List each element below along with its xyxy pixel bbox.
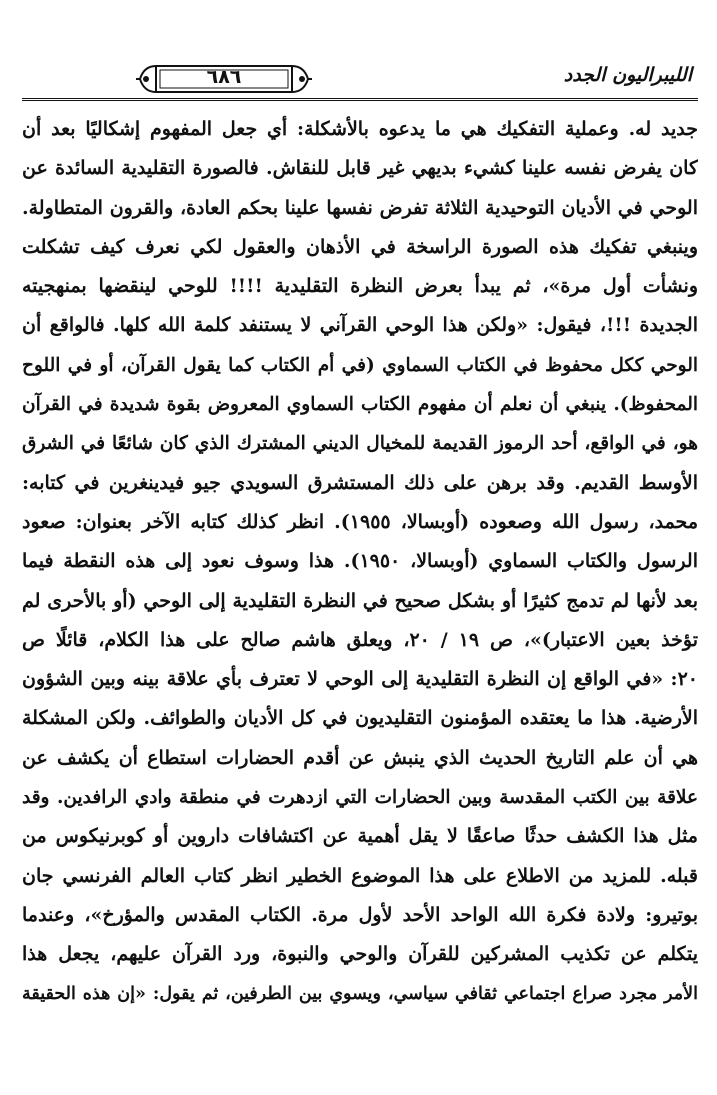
text-line: ٢٠: «في الواقع إن النظرة التقليدية إلى الوحي لا تعترف بأي علاقة بينه وبين الشؤون [22, 668, 698, 691]
text-line: بوتيرو: ولادة فكرة الله الواحد الأحد لأول مرة. الكتاب المقدس والمؤرخ»، وعندما [22, 903, 698, 926]
text-line: الرسول والكتاب السماوي (أوبسالا، ١٩٥٠). هذا وسوف نعود إلى هذه النقطة فيما [22, 550, 698, 573]
text-line: الوحي ككل محفوظ في الكتاب السماوي (في أم الكتاب كما يقول القرآن، أو في اللوح [22, 354, 698, 376]
text-line: كان يفرض نفسه علينا كشيء بديهي غير قابل للنقاش. فالصورة التقليدية السائدة عن [22, 157, 698, 180]
text-line: جديد له. وعملية التفكيك هي ما يدعوه بالأشكلة: أي جعل المفهوم إشكاليًا بعد أن [22, 118, 698, 140]
text-line: الوحي في الأديان التوحيدية الثلاثة تفرض نفسها علينا بحكم العادة، والقرون المتطاولة. [22, 196, 698, 219]
text-line: الأرضية. هذا ما يعتقده المؤمنون التقليديون في كل الأديان والطوائف. ولكن المشكلة [22, 707, 698, 730]
page-number: ٦٨٦ [206, 66, 242, 88]
page-number-frame [134, 62, 314, 96]
text-line: تؤخذ بعين الاعتبار)»، ص ١٩ / ٢٠، ويعلق هاشم صالح على هذا الكلام، قائلًا ص [22, 628, 698, 651]
book-page [22, 62, 698, 1082]
text-line: الأوسط القديم. وقد برهن على ذلك المستشرق السويدي جيو فيدينغرين في كتابه: [22, 471, 698, 494]
text-line: هو، في الواقع، أحد الرموز القديمة للمخيال الديني المشترك الذي كان شائعًا في الشرق [22, 433, 698, 455]
text-line: يتكلم عن تكذيب المشركين للقرآن والوحي والنبوة، ورد القرآن عليهم، يجعل هذا [22, 943, 698, 966]
text-line: قبله. للمزيد من الاطلاع على هذا الموضوع الخطير انظر كتاب العالم الفرنسي جان [22, 864, 698, 887]
header-rule [22, 98, 698, 101]
page-header [22, 62, 698, 106]
text-line: وينبغي تفكيك هذه الصورة الراسخة في الأذهان والعقول لكي نعرف كيف تشكلت [22, 235, 698, 258]
text-line: محمد، رسول الله وصعوده (أوبسالا، ١٩٥٥). انظر كذلك كتابه الآخر بعنوان: صعود [22, 510, 698, 533]
text-line: الجديدة !!!، فيقول: «ولكن هذا الوحي القرآني لا يستنفد كلمة الله كلها. فالواقع أن [22, 314, 698, 337]
text-line: علاقة بين الكتب المقدسة وبين الحضارات التي ازدهرت في منطقة وادي الرافدين. وقد [22, 787, 698, 809]
text-line: بعد لأنها لم تدمج كثيرًا أو بشكل صحيح في النظرة التقليدية إلى الوحي (أو بالأحرى لم [22, 589, 698, 612]
text-line: ونشأت أول مرة»، ثم يبدأ بعرض النظرة التقليدية !!!! للوحي لينقضها بمنهجيته [22, 275, 698, 298]
text-line: مثل هذا الكشف حدثًا صاعقًا لا يقل أهمية عن اكتشافات داروين أو كوبرنيكوس من [22, 825, 698, 848]
body-text [22, 110, 698, 1014]
text-line: هي أن علم التاريخ الحديث الذي ينبش عن أقدم الحضارات استطاع أن يكشف عن [22, 746, 698, 769]
text-line: الأمر مجرد صراع اجتماعي ثقافي سياسي، ويسوي بين الطرفين، ثم يقول: «إن هذه الحقيقة [22, 983, 698, 1004]
running-title: الليبراليون الجدد [563, 64, 692, 86]
text-line: المحفوظ). ينبغي أن نعلم أن مفهوم الكتاب السماوي المعروض بقوة شديدة في القرآن [22, 394, 698, 416]
